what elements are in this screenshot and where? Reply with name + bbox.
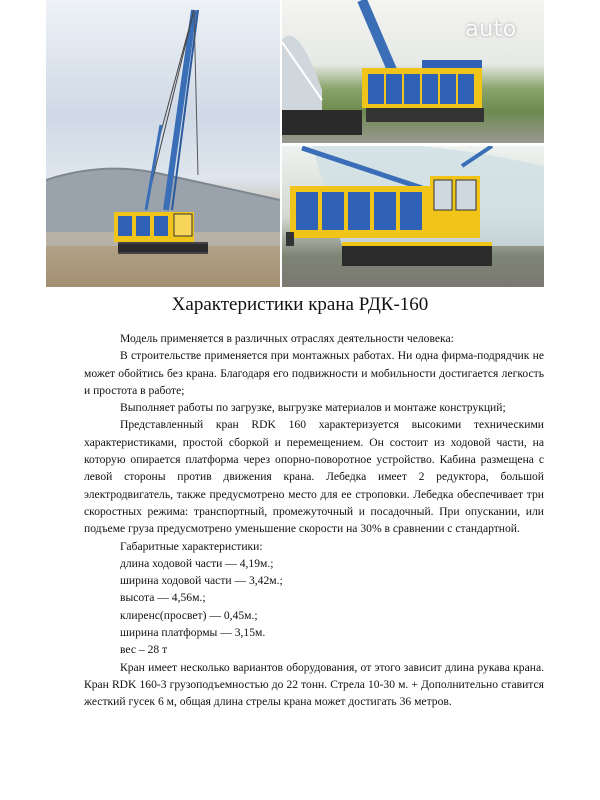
- paragraph: Выполняет работы по загрузке, выгрузке материалов и монтаже конструкций;: [120, 401, 506, 415]
- document-body: [84, 330, 544, 711]
- list-item: клиренс(просвет) — 0,45м.;: [120, 608, 258, 622]
- document-title: Характеристики крана РДК-160: [171, 294, 429, 315]
- crane-photo-1: [46, 0, 280, 287]
- list-item: высота — 4,56м.;: [120, 591, 206, 605]
- paragraph: Модель применяется в различных отраслях деятельности человека:: [120, 332, 454, 345]
- crane-photo-3: [282, 146, 544, 287]
- list-item: ширина платформы — 3,15м.: [120, 626, 266, 640]
- list-item: вес – 28 т: [120, 643, 168, 657]
- list-item: ширина ходовой части — 3,42м.;: [120, 574, 283, 588]
- paragraph: Представленный кран RDK 160 характеризуется высокими техническими характеристиками, простой сборкой и перемещением. Он состоит из ходовой части, на которую опирается платформа через опорно-поворотное устройство. Кабина размещена с левой стороны против движения крана. Лебедка имеет 2 редуктора, большой электродвигатель, также предусмотрено место для ее строповки. Лебедка обеспечивает три скоростных режима: транспортный, промежуточный и посадочный. При опускании, или подъеме груза предусмотрено уменьшение скорости на 30% в сравнении с стандартной.: [84, 418, 544, 536]
- watermark-text: auto: [465, 16, 517, 42]
- list-item: длина ходовой части — 4,19м.;: [120, 556, 274, 570]
- crane-photo-2: [282, 0, 544, 143]
- dimensions-list: [84, 555, 544, 659]
- watermark-logo: [444, 12, 538, 46]
- closing-paragraph: Кран имеет несколько вариантов оборудования, от этого зависит длина рукава крана. Кран RDK 160-3 грузоподъемностью до 22 тонн. Стрела 10-30 м. + Дополнительно ставится жесткий гусек 6 м, общая длина стрелы крана может достигать 36 метров.: [84, 660, 544, 709]
- dimensions-heading: Габаритные характеристики:: [120, 539, 263, 553]
- photo-collage: [46, 0, 544, 287]
- paragraph: В строительстве применяется при монтажных работах. Ни одна фирма-подрядчик не может обойтись без крана. Благодаря его подвижности и мобильности достигается легкость и простота в работе;: [84, 349, 544, 397]
